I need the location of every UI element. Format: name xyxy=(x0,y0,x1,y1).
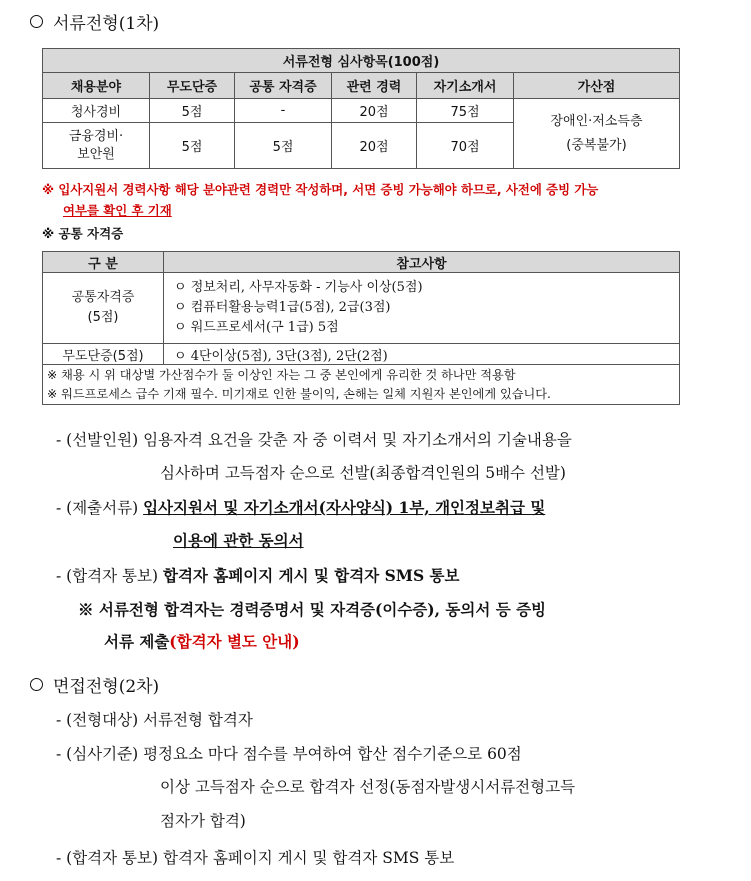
certificate-table xyxy=(42,251,680,405)
cert-heading: ※ 공통 자격증 xyxy=(42,226,124,241)
career-note-line-2: 여부를 확인 후 기재 xyxy=(63,203,172,218)
table-notes xyxy=(43,365,680,405)
circle-bullet-icon xyxy=(30,678,43,691)
cell-intro: 75점 xyxy=(417,99,514,123)
documents-label: - (제출서류) xyxy=(56,499,144,517)
documents-line-1 xyxy=(56,496,545,518)
circle-bullet-icon xyxy=(30,15,43,28)
selection-line-1: - (선발인원) 임용자격 요건을 갖춘 자 중 이력서 및 자기소개서의 기술내용을 xyxy=(56,431,572,449)
table-row xyxy=(43,273,680,344)
cell-bonus xyxy=(514,99,680,169)
cell-cert: - xyxy=(235,99,332,123)
table-note-1: ※ 채용 시 위 대상별 가산점수가 둘 이상인 자는 그 중 본인에게 유리한 것 하나만 적용함 xyxy=(47,367,516,382)
cell-martial: 5점 xyxy=(150,99,235,123)
proof-note-red: (합격자 별도 안내) xyxy=(169,632,300,651)
table-row xyxy=(43,99,680,123)
cell-career: 20점 xyxy=(332,99,417,123)
table-caption: 서류전형 심사항목(100점) xyxy=(43,49,680,73)
cell-intro: 70점 xyxy=(417,123,514,169)
col-header-cert: 공통 자격증 xyxy=(235,73,332,99)
interview-notify: - (합격자 통보) 합격자 홈페이지 게시 및 합격자 SMS 통보 xyxy=(56,849,455,867)
field-line-2: 보안원 xyxy=(77,146,115,162)
criteria-line-1: - (심사기준) 평정요소 마다 점수를 부여하여 합산 점수기준으로 60점 xyxy=(56,745,522,763)
notify-line xyxy=(56,564,460,586)
cell-martial: 5점 xyxy=(150,123,235,169)
proof-note-line-1: ※ 서류전형 합격자는 경력증명서 및 자격증(이수증), 동의서 등 증빙 xyxy=(78,600,547,619)
criteria-line-3: 점자가 합격) xyxy=(160,812,246,830)
field-line-1: 금융경비· xyxy=(68,128,124,144)
section-2-heading xyxy=(30,672,159,697)
cell-category: 무도단증(5점) xyxy=(43,344,164,365)
selection-line-2: 심사하며 고득점자 순으로 선발(최종합격인원의 5배수 선발) xyxy=(160,464,566,482)
category-line-1: 공통자격증 xyxy=(71,290,135,305)
cert-item: ㅇ 워드프로세서(구 1급) 5점 xyxy=(174,320,339,335)
col-header-career: 관련 경력 xyxy=(332,73,417,99)
section-1-title: 서류전형(1차) xyxy=(53,14,160,34)
category-line-2: (5점) xyxy=(87,310,119,325)
cert-item: ㅇ 컴퓨터활용능력1급(5점), 2급(3점) xyxy=(174,300,391,315)
cert-item: ㅇ 정보처리, 사무자동화 - 기능사 이상(5점) xyxy=(174,280,423,295)
proof-note-text: 서류 제출 xyxy=(104,632,170,651)
notify-text: 합격자 홈페이지 게시 및 합격자 SMS 통보 xyxy=(162,566,460,585)
section-1-heading xyxy=(30,9,159,34)
col-header-martial: 무도단증 xyxy=(150,73,235,99)
cell-reference: ㅇ 4단이상(5점), 3단(3점), 2단(2점) xyxy=(164,344,680,365)
section-2-title: 면접전형(2차) xyxy=(53,677,160,697)
career-note-line-1: ※ 입사지원서 경력사항 해당 분야관련 경력만 작성하며, 서면 증빙 가능해야 하므로, 사전에 증빙 가능 xyxy=(42,182,599,197)
cell-reference xyxy=(164,273,680,344)
interview-target: - (전형대상) 서류전형 합격자 xyxy=(56,711,253,729)
bonus-line-1: 장애인·저소득층 xyxy=(550,113,643,129)
cell-field: 청사경비 xyxy=(43,99,150,123)
col-header-reference: 참고사항 xyxy=(164,252,680,273)
cell-cert: 5점 xyxy=(235,123,332,169)
col-header-bonus: 가산점 xyxy=(514,73,680,99)
documents-line-2: 이용에 관한 동의서 xyxy=(173,531,304,550)
cell-field xyxy=(43,123,150,169)
criteria-line-2: 이상 고득점자 순으로 합격자 선정(동점자발생시서류전형고득 xyxy=(160,778,576,796)
bonus-line-2: (중복불가) xyxy=(566,137,627,153)
notify-label: - (합격자 통보) xyxy=(56,567,163,585)
col-header-intro: 자기소개서 xyxy=(417,73,514,99)
cell-category xyxy=(43,273,164,344)
proof-note-line-2 xyxy=(104,630,300,652)
table-note-2: ※ 워드프로세스 급수 기재 필수. 미기재로 인한 불이익, 손해는 일체 지원자 본인에게 있습니다. xyxy=(47,386,551,401)
documents-text: 입사지원서 및 자기소개서(자사양식) 1부, 개인정보취급 및 xyxy=(143,498,546,517)
cell-career: 20점 xyxy=(332,123,417,169)
col-header-field: 채용분야 xyxy=(43,73,150,99)
col-header-category: 구 분 xyxy=(43,252,164,273)
screening-criteria-table xyxy=(42,48,680,169)
table-row xyxy=(43,344,680,365)
